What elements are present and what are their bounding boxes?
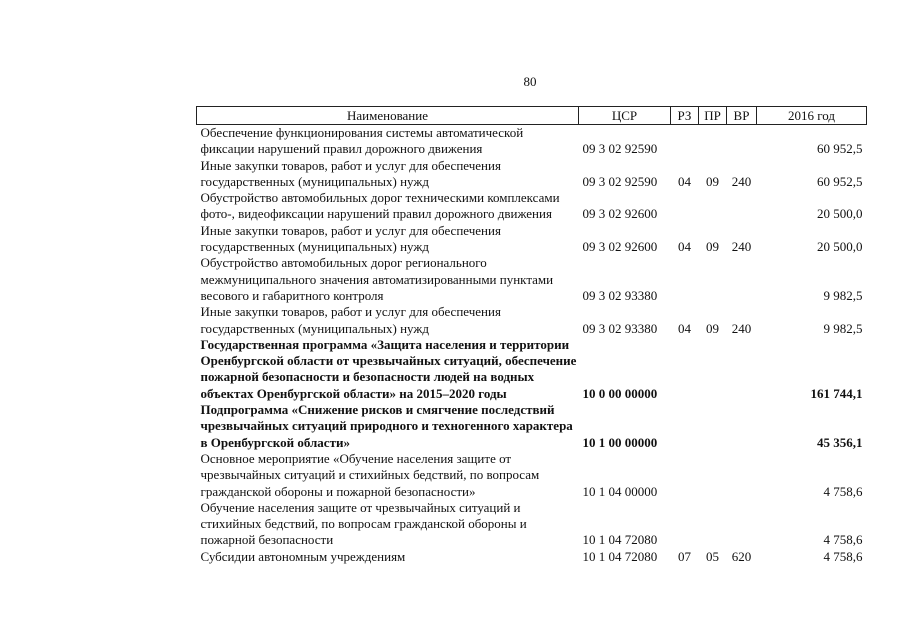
row-rz	[671, 255, 699, 304]
row-rz: 04	[678, 320, 691, 336]
row-csr: 09 3 02 92590	[582, 173, 658, 189]
table-row	[197, 223, 867, 256]
header-name: Наименование	[197, 107, 579, 125]
row-rz	[671, 190, 699, 223]
table-row	[197, 255, 867, 304]
row-csr: 09 3 02 93380	[582, 287, 658, 303]
row-csr: 09 3 02 92590	[582, 141, 658, 157]
row-vr: 240	[731, 173, 752, 189]
row-rz	[671, 451, 699, 500]
row-pr	[699, 255, 727, 304]
table-header	[197, 107, 867, 125]
row-amount: 9 982,5	[823, 320, 863, 336]
table-row	[197, 402, 867, 451]
row-csr: 10 1 04 72080	[582, 532, 658, 548]
row-csr: 09 3 02 92600	[582, 239, 658, 255]
row-name: Иные закупки товаров, работ и услуг для обеспечения государственных (муниципальных) нужд	[200, 157, 501, 189]
row-rz: 04	[678, 173, 691, 189]
row-vr: 620	[731, 548, 752, 564]
row-rz	[671, 125, 699, 158]
row-rz	[671, 337, 699, 402]
row-amount: 4 758,6	[823, 483, 863, 499]
row-amount: 60 952,5	[817, 173, 863, 189]
table-row	[197, 337, 867, 402]
row-csr: 10 0 00 00000	[582, 385, 658, 401]
row-pr	[699, 451, 727, 500]
row-rz: 07	[678, 548, 691, 564]
row-amount: 20 500,0	[817, 206, 863, 222]
row-csr: 10 1 04 72080	[582, 548, 658, 564]
table-row	[197, 158, 867, 191]
table-row	[197, 451, 867, 500]
row-rz	[671, 500, 699, 549]
row-name: Обустройство автомобильных дорог регионального межмуниципального значения автоматизированными пунктами весового и габаритного контроля	[200, 255, 554, 303]
row-pr	[699, 337, 727, 402]
table-body	[197, 125, 867, 566]
row-vr	[727, 125, 757, 158]
row-name: Обучение населения защите от чрезвычайных ситуаций и стихийных бедствий, по вопросам гражданской обороны и пожарной безопасности	[200, 499, 527, 548]
row-rz	[671, 402, 699, 451]
row-pr: 09	[706, 173, 719, 189]
row-pr	[699, 500, 727, 549]
row-pr: 09	[706, 239, 719, 255]
row-name: Обеспечение функционирования системы автоматической фиксации нарушений правил дорожного движения	[200, 125, 524, 157]
row-name: Иные закупки товаров, работ и услуг для обеспечения государственных (муниципальных) нужд	[200, 304, 501, 336]
header-csr: ЦСР	[579, 107, 671, 125]
row-vr	[727, 337, 757, 402]
row-pr: 09	[706, 320, 719, 336]
header-year: 2016 год	[757, 107, 867, 125]
header-pr: ПР	[699, 107, 727, 125]
row-amount: 4 758,6	[823, 532, 863, 548]
row-amount: 45 356,1	[817, 434, 863, 450]
row-name: Обустройство автомобильных дорог техническими комплексами фото-, видеофиксации нарушений правил дорожного движения	[200, 190, 560, 222]
row-name: Иные закупки товаров, работ и услуг для обеспечения государственных (муниципальных) нужд	[200, 222, 501, 255]
row-pr	[699, 402, 727, 451]
row-csr: 09 3 02 92600	[582, 206, 658, 222]
row-vr	[727, 190, 757, 223]
header-rz: РЗ	[671, 107, 699, 125]
table-row	[197, 190, 867, 223]
table-row	[197, 549, 867, 565]
row-vr: 240	[731, 239, 752, 255]
row-amount: 161 744,1	[810, 385, 863, 401]
row-vr	[727, 402, 757, 451]
row-name: Основное мероприятие «Обучение населения защите от чрезвычайных ситуаций и стихийных бедствий, по вопросам гражданской обороны и пожарной безопасности»	[200, 450, 540, 499]
row-amount: 4 758,6	[823, 548, 863, 564]
row-vr	[727, 500, 757, 549]
header-row	[197, 107, 867, 125]
row-amount: 9 982,5	[823, 287, 863, 303]
row-vr	[727, 255, 757, 304]
header-vr: ВР	[727, 107, 757, 125]
table-row	[197, 304, 867, 337]
row-vr: 240	[731, 320, 752, 336]
row-vr	[727, 451, 757, 500]
row-name: Подпрограмма «Снижение рисков и смягчение последствий чрезвычайных ситуаций природного и техногенного характера в Оренбургской области»	[200, 402, 573, 450]
row-amount: 60 952,5	[817, 141, 863, 157]
budget-table	[196, 106, 867, 565]
row-pr	[699, 190, 727, 223]
table-row	[197, 500, 867, 549]
row-rz: 04	[678, 239, 691, 255]
row-amount: 20 500,0	[817, 239, 863, 255]
row-csr: 10 1 04 00000	[582, 483, 658, 499]
page-number: 80	[523, 74, 537, 89]
row-pr	[699, 125, 727, 158]
row-name: Государственная программа «Защита населения и территории Оренбургской области от чрезвычайных ситуаций, обеспечение пожарной безопасности и безопасности людей на водных объектах Оренбургской области» на 2015–2020 годы	[200, 336, 577, 401]
row-name: Субсидии автономным учреждениям	[200, 548, 406, 564]
row-csr: 10 1 00 00000	[582, 434, 658, 450]
row-pr: 05	[706, 548, 719, 564]
table-row	[197, 125, 867, 158]
row-csr: 09 3 02 93380	[582, 320, 658, 336]
